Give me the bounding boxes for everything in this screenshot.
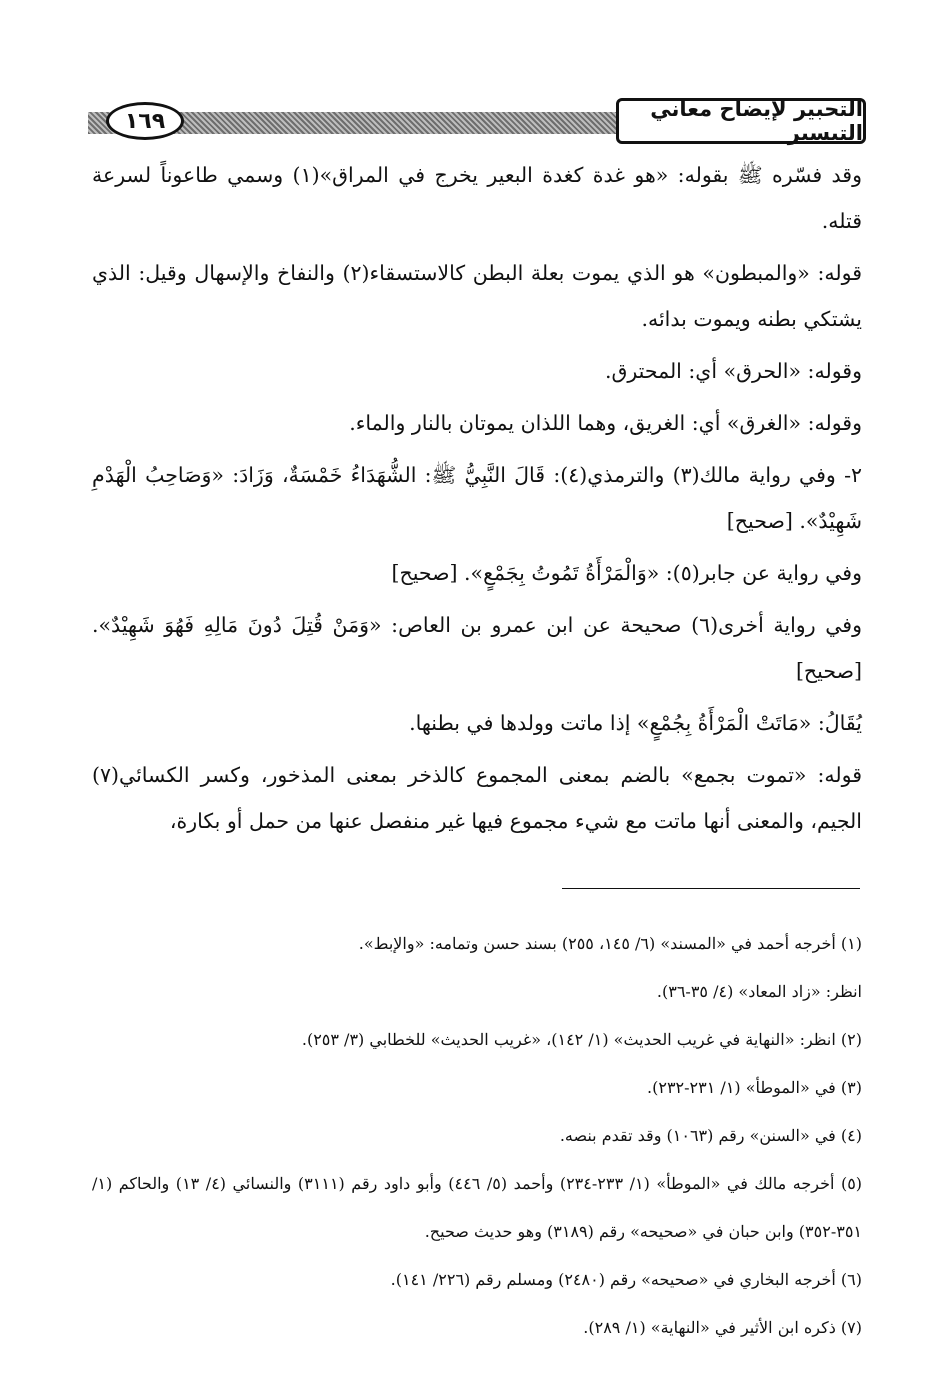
footnote: (٤) في «السنن» رقم (١٠٦٣) وقد تقدم بنصه. [559,1126,862,1145]
book-title: التحبير لإيضاح معاني التيسير [616,98,866,144]
footnote-divider [562,888,860,889]
paragraph: وقد فسّره ﷺ بقوله: «هو غدة كغدة البعير يخرج في المراق»(١) وسمي طاعوناً لسرعة قتله. [92,163,862,233]
footnote: (١) أخرجه أحمد في «المسند» (٦/ ١٤٥، ٢٥٥) بسند حسن وتمامه: «والإبط». [358,934,862,953]
paragraph: ٢- وفي رواية مالك(٣) والترمذي(٤): قَالَ النَّبِيُّ ﷺ: الشُّهَدَاءُ خَمْسَةٌ، وَزَادَ: «وَصَاحِبُ الْهَدْمِ شَهِيْدٌ». [صحيح] [92,463,863,533]
footnote: (٣) في «الموطأ» (١/ ٢٣١-٢٣٢). [647,1078,862,1097]
paragraph: قوله: «والمبطون» هو الذي يموت بعلة البطن كالاستسقاء(٢) والنفاخ والإسهال وقيل: الذي يشتكي بطنه ويموت بدائه. [92,261,862,331]
footnote: (٢) انظر: «النهاية في غريب الحديث» (١/ ١٤٢)، «غريب الحديث» للخطابي (٣/ ٢٥٣). [301,1030,862,1049]
paragraph: يُقَالُ: «مَاتَتْ الْمَرْأَةُ بِجُمْعٍ» إذا ماتت وولدها في بطنها. [409,711,862,735]
page-number: ١٦٩ [106,102,184,140]
main-text [92,152,862,850]
page-header [88,98,866,150]
paragraph: قوله: «تموت بجمع» بالضم بمعنى المجموع كالذخر بمعنى المذخور، وكسر الكسائي(٧) الجيم، والمعنى أنها ماتت مع شيء مجموع فيها غير منفصل عنها من حمل أو بكارة، [92,763,862,833]
footnotes [92,920,862,1352]
paragraph: وقوله: «الحرق» أي: المحترق. [604,359,862,383]
footnote: (٦) أخرجه البخاري في «صحيحه» رقم (٢٤٨٠) ومسلم رقم (٢٢٦/ ١٤١). [390,1270,862,1289]
paragraph: وقوله: «الغرق» أي: الغريق، وهما اللذان يموتان بالنار والماء. [349,411,862,435]
paragraph: وفي رواية عن جابر(٥): «وَالْمَرْأَةُ تَمُوتُ بِجَمْعٍ». [صحيح] [391,561,862,585]
footnote: انظر: «زاد المعاد» (٤/ ٣٥-٣٦). [656,982,862,1001]
footnote: (٥) أخرجه مالك في «الموطأ» (١/ ٢٣٣-٢٣٤) وأحمد (٥/ ٤٤٦) وأبو داود رقم (٣١١١) والنسائي (٤/ ١٣) والحاكم (١/ ٣٥١-٣٥٢) وابن حبان في «صحيحه» رقم (٣١٨٩) وهو حديث صحيح. [92,1174,863,1241]
footnote: (٧) ذكره ابن الأثير في «النهاية» (١/ ٢٨٩). [583,1318,862,1337]
paragraph: وفي رواية أخرى(٦) صحيحة عن ابن عمرو بن العاص: «وَمَنْ قُتِلَ دُونَ مَالِهِ فَهُوَ شَهِيْدٌ». [صحيح] [92,613,862,683]
